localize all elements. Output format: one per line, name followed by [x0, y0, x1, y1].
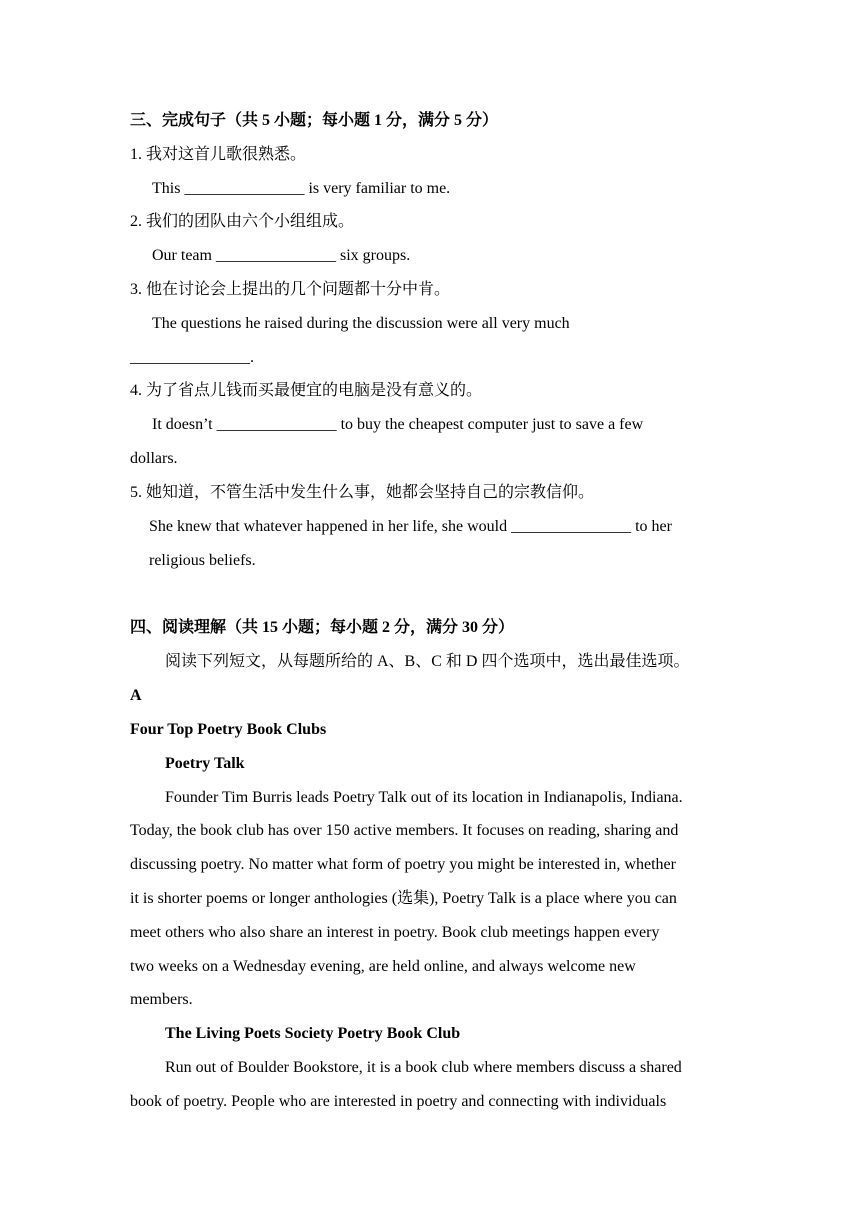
- reading-instruction: 阅读下列短文，从每题所给的 A、B、C 和 D 四个选项中，选出最佳选项。: [165, 653, 690, 670]
- passage-label: A: [130, 687, 142, 704]
- club-1-text-line: Today, the book club has over 150 active members. It focuses on reading, sharing and: [130, 822, 679, 839]
- q5-english-line2: religious beliefs.: [149, 552, 256, 569]
- q4-chinese: 4. 为了省点儿钱而买最便宜的电脑是没有意义的。: [130, 382, 483, 399]
- q1-chinese: 1. 我对这首儿歌很熟悉。: [130, 146, 307, 163]
- q5-english-line1: She knew that whatever happened in her life, she would _______________ to her: [149, 518, 672, 535]
- passage-title: Four Top Poetry Book Clubs: [130, 721, 327, 738]
- club-1-text-line: Founder Tim Burris leads Poetry Talk out of its location in Indianapolis, Indiana.: [165, 789, 683, 806]
- club-1-text-line: meet others who also share an interest in poetry. Book club meetings happen every: [130, 924, 660, 941]
- q3-english-line2: _______________.: [130, 349, 254, 366]
- q4-english-line2: dollars.: [130, 450, 178, 467]
- club-2-name: The Living Poets Society Poetry Book Club: [165, 1025, 461, 1042]
- section-3-heading: 三、完成句子（共 5 小题；每小题 1 分，满分 5 分）: [130, 112, 499, 129]
- club-1-text-line: members.: [130, 991, 193, 1008]
- q2-chinese: 2. 我们的团队由六个小组组成。: [130, 213, 355, 230]
- q1-english: This _______________ is very familiar to me.: [152, 180, 451, 197]
- club-1-text-line: it is shorter poems or longer anthologies (选集), Poetry Talk is a place where you can: [130, 890, 677, 907]
- club-2-text-line: book of poetry. People who are interested in poetry and connecting with individuals: [130, 1093, 667, 1110]
- section-4-heading: 四、阅读理解（共 15 小题；每小题 2 分，满分 30 分）: [130, 619, 515, 636]
- club-2-text-line: Run out of Boulder Bookstore, it is a book club where members discuss a shared: [165, 1059, 682, 1076]
- q3-chinese: 3. 他在讨论会上提出的几个问题都十分中肯。: [130, 281, 451, 298]
- q2-english: Our team _______________ six groups.: [152, 247, 411, 264]
- q5-chinese: 5. 她知道，不管生活中发生什么事，她都会坚持自己的宗教信仰。: [130, 484, 595, 501]
- club-1-text-line: two weeks on a Wednesday evening, are held online, and always welcome new: [130, 958, 636, 975]
- q4-english-line1: It doesn’t _______________ to buy the cheapest computer just to save a few: [152, 416, 644, 433]
- club-1-text-line: discussing poetry. No matter what form of poetry you might be interested in, whether: [130, 856, 676, 873]
- club-1-name: Poetry Talk: [165, 755, 245, 772]
- q3-english-line1: The questions he raised during the discussion were all very much: [152, 315, 570, 332]
